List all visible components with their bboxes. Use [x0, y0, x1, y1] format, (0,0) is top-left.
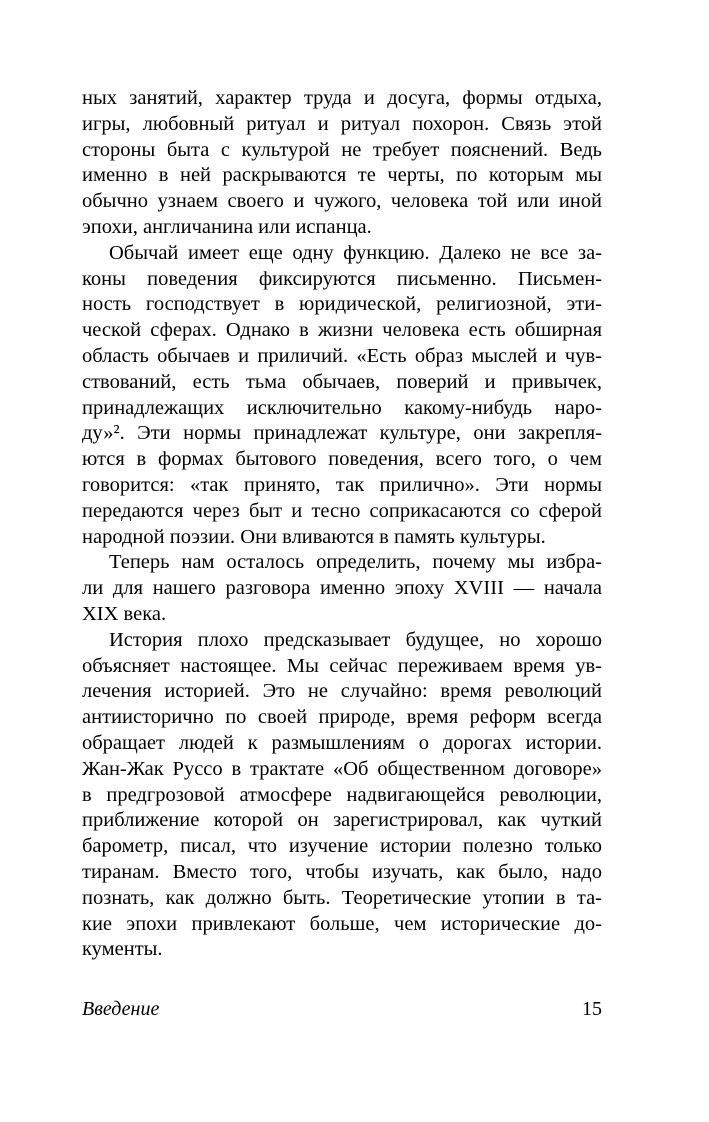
- text-line: ли для нашего разговора именно эпоху XVIII — начала: [82, 577, 602, 600]
- text-line: игры, любовный ритуал и ритуал похорон. Связь этой: [82, 112, 602, 135]
- text-line: коны поведения фиксируются письменно. Письмен-: [82, 267, 602, 290]
- text-line: Обычай имеет еще одну функцию. Далеко не все за-: [109, 241, 602, 264]
- text-line: ческой сферах. Однако в жизни человека есть обширная: [82, 319, 602, 342]
- text-line: именно в ней раскрываются те черты, по которым мы: [82, 164, 602, 187]
- text-line: ются в формах бытового поведения, всего того, о чем: [82, 448, 602, 471]
- text-line: ду»². Эти нормы принадлежат культуре, они закрепля-: [82, 422, 602, 445]
- text-line: эпохи, англичанина или испанца.: [82, 215, 372, 238]
- page-footer: [82, 998, 602, 1021]
- page-text: [82, 86, 602, 963]
- text-line: барометр, писал, что изучение истории полезно только: [82, 835, 602, 858]
- text-line: История плохо предсказывает будущее, но хорошо: [109, 628, 602, 651]
- text-line: кументы.: [82, 938, 163, 961]
- text-line: XIX века.: [82, 602, 167, 625]
- text-line: объясняет настоящее. Мы сейчас переживаем время ув-: [82, 654, 602, 677]
- text-line: Теперь нам осталось определить, почему мы избра-: [109, 551, 602, 574]
- footer-page-number: 15: [582, 998, 602, 1020]
- text-line: кие эпохи привлекают больше, чем исторические до-: [82, 912, 602, 935]
- text-line: народной поэзии. Они вливаются в память культуры.: [82, 525, 546, 548]
- text-line: стороны быта с культурой не требует пояснений. Ведь: [82, 138, 602, 161]
- text-line: ствований, есть тьма обычаев, поверий и привычек,: [82, 370, 602, 393]
- paragraph: [82, 550, 602, 627]
- text-line: ных занятий, характер труда и досуга, формы отдыха,: [82, 87, 602, 109]
- text-line: обращает людей к размышлениям о дорогах истории.: [82, 731, 602, 754]
- text-line: антиисторично по своей природе, время реформ всегда: [82, 706, 602, 729]
- text-line: тиранам. Вместо того, чтобы изучать, как было, надо: [82, 860, 602, 883]
- text-line: обычно узнаем своего и чужого, человека той или иной: [82, 190, 602, 213]
- text-line: лечения историей. Это не случайно: время революций: [82, 680, 602, 703]
- paragraph: [82, 628, 602, 963]
- footer-section-label: Введение: [82, 998, 160, 1020]
- text-line: приближение которой он зарегистрировал, как чуткий: [82, 809, 602, 832]
- paragraph: [82, 241, 602, 551]
- text-line: ность господствует в юридической, религиозной, эти-: [82, 293, 602, 316]
- text-line: принадлежащих исключительно какому-нибудь наро-: [82, 396, 602, 419]
- text-line: передаются через быт и тесно соприкасаются со сферой: [82, 499, 602, 522]
- text-line: Жан-Жак Руссо в трактате «Об общественном договоре»: [82, 757, 602, 780]
- paragraph: [82, 86, 602, 241]
- text-line: говорится: «так принято, так прилично». Эти нормы: [82, 473, 602, 496]
- text-line: область обычаев и приличий. «Есть образ мыслей и чув-: [82, 344, 602, 367]
- text-line: в предгрозовой атмосфере надвигающейся революции,: [82, 783, 602, 806]
- text-line: познать, как должно быть. Теоретические утопии в та-: [82, 886, 602, 909]
